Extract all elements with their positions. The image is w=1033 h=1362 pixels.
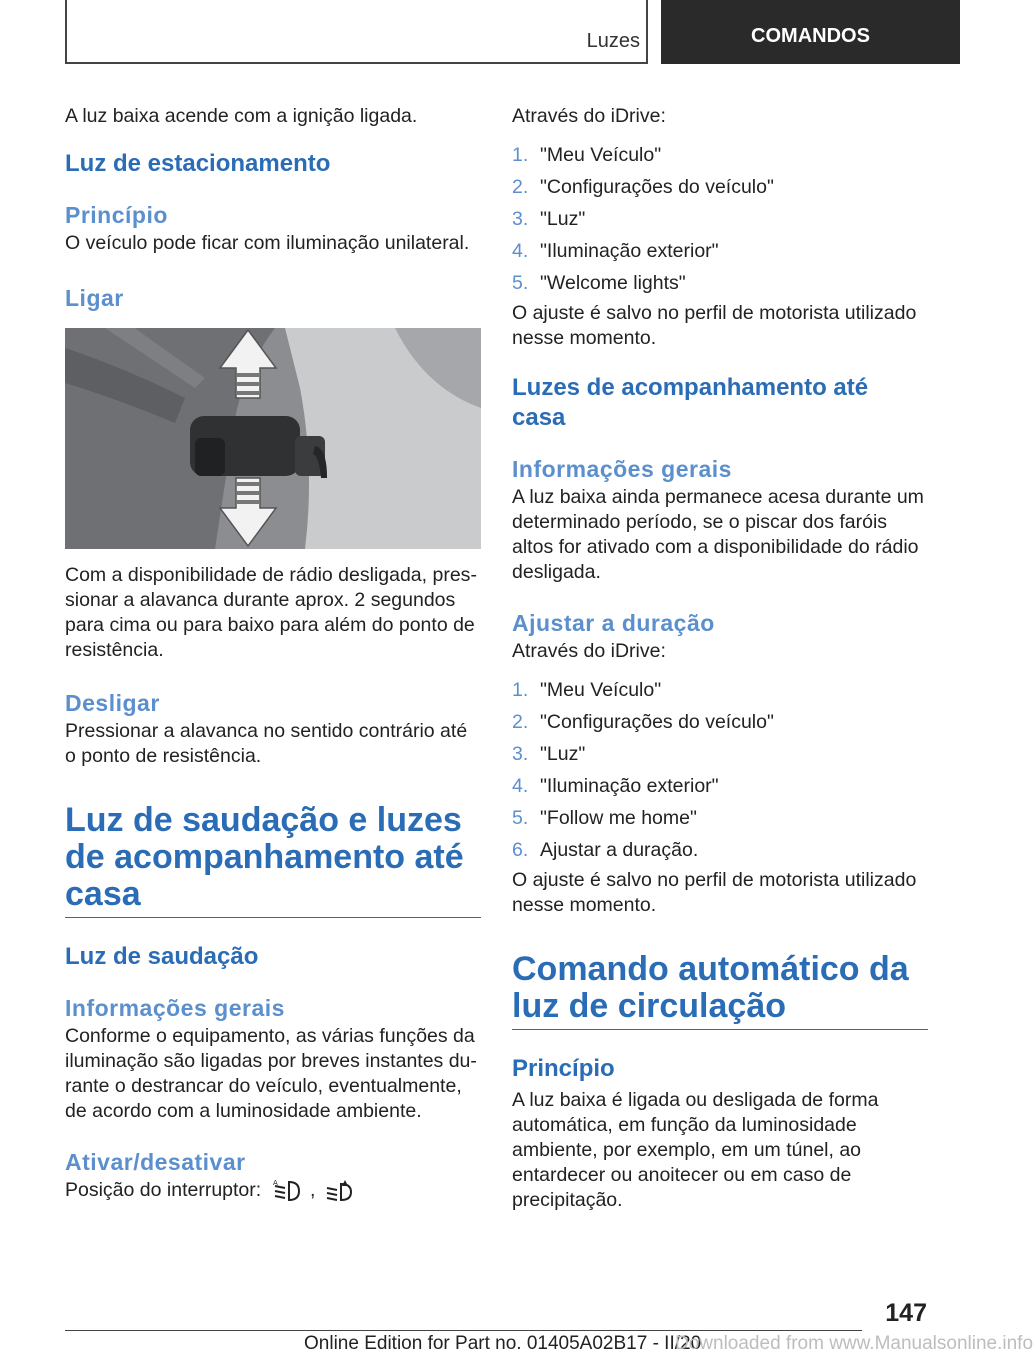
switch-separator: ,	[310, 1179, 316, 1201]
switch-off-text: Pressionar a alavanca no sentido contrário até o ponto de resistência.	[65, 720, 468, 767]
list-item: 1. "Meu Veículo"	[512, 144, 662, 166]
left-column	[65, 100, 481, 1203]
switch-position-text: Posição do interruptor:	[65, 1179, 262, 1201]
header-frame	[65, 0, 648, 64]
list-item: 2. "Configurações do veículo"	[512, 176, 774, 198]
headlight-assistant-icon	[325, 1179, 353, 1203]
list-item: 1. "Meu Veículo"	[512, 679, 662, 701]
list-item: 3. "Luz"	[512, 208, 586, 230]
header-section-title: Luzes	[586, 30, 640, 52]
low-beam-auto-icon	[273, 1179, 301, 1203]
general-info-text-left: Conforme o equipamento, as várias funções da iluminação são ligadas por breves instantes durante o destrancar do veículo, eventualmente, de acordo com a luminosidade ambiente.	[65, 1025, 477, 1122]
turn-signal-stalk-photo	[65, 328, 481, 549]
list-item: 5. "Follow me home"	[512, 807, 697, 829]
heading-activate-deactivate: Ativar/desativar	[65, 1149, 246, 1175]
heading-general-info-left: Informações gerais	[65, 995, 285, 1021]
right-column	[512, 100, 928, 1213]
heading-welcome-light: Luz de saudação	[65, 943, 259, 970]
switch-position-line	[65, 1178, 481, 1203]
via-idrive-text-1: Através do iDrive:	[512, 105, 666, 127]
header-chapter-tab: COMANDOS	[661, 0, 960, 64]
list-item: 4. "Iluminação exterior"	[512, 240, 719, 262]
footer-divider	[65, 1330, 862, 1331]
heading-welcome-section: Luz de saudação e luzes de acompanhamento até casa	[65, 801, 464, 913]
page-number: 147	[885, 1299, 927, 1327]
heading-general-info-right: Informações gerais	[512, 456, 732, 482]
switch-on-text: Com a disponibilidade de rádio desligada, pressionar a alavanca durante aprox. 2 segundos para cima ou para baixo para além do ponto de resistência.	[65, 564, 477, 661]
saved-profile-text-1: O ajuste é salvo no perfil de motorista utilizado nesse momento.	[512, 302, 917, 349]
list-item: 2. "Configurações do veículo"	[512, 711, 774, 733]
heading-principle-right: Princípio	[512, 1055, 615, 1082]
intro-text: A luz baixa acende com a ignição ligada.	[65, 105, 418, 127]
heading-principle: Princípio	[65, 202, 168, 228]
list-item: 4. "Iluminação exterior"	[512, 775, 719, 797]
follow-me-home-text: A luz baixa ainda permanece acesa durante um determinado período, se o piscar dos faróis altos for ativado com a disponibilidade do rádio desligada.	[512, 486, 924, 583]
list-item: 5. "Welcome lights"	[512, 272, 686, 294]
principle-text: O veículo pode ficar com iluminação unilateral.	[65, 232, 470, 254]
section-divider-left	[65, 917, 481, 918]
duration-steps-list	[512, 674, 928, 866]
edition-text: Online Edition for Part no. 01405A02B17 - II/20	[304, 1333, 702, 1354]
saved-profile-text-2: O ajuste é salvo no perfil de motorista utilizado nesse momento.	[512, 869, 917, 916]
heading-auto-running-light: Comando automático da luz de circulação	[512, 950, 909, 1025]
list-item: 6. Ajustar a duração.	[512, 839, 699, 861]
svg-text:A: A	[272, 1178, 278, 1187]
heading-switch-off: Desligar	[65, 690, 160, 716]
heading-parking-light: Luz de estacionamento	[65, 150, 331, 177]
heading-adjust-duration: Ajustar a duração	[512, 610, 715, 636]
welcome-steps-list	[512, 139, 928, 299]
principle-text-right: A luz baixa é ligada ou desligada de forma automática, em função da luminosidade ambiente, por exemplo, em um túnel, ao entardecer ou anoitecer ou em caso de precipitação.	[512, 1089, 879, 1211]
list-item: 3. "Luz"	[512, 743, 586, 765]
heading-switch-on: Ligar	[65, 285, 124, 311]
watermark-text: Downloaded from www.Manualsonline.info	[675, 1333, 1033, 1354]
heading-follow-me-home: Luzes de acompanhamento até casa	[512, 374, 869, 431]
via-idrive-text-2: Através do iDrive:	[512, 640, 666, 662]
section-divider-right	[512, 1029, 928, 1030]
